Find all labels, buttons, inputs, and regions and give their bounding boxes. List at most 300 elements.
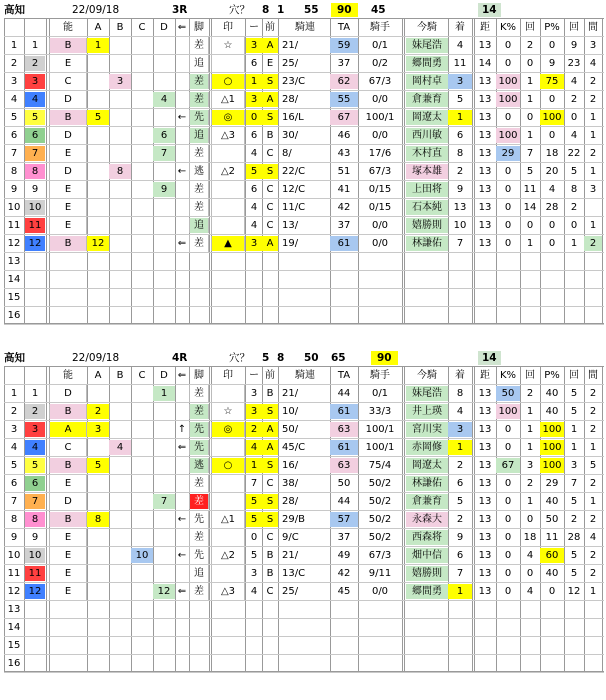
cell-d <box>153 421 175 438</box>
cell-c <box>131 127 153 144</box>
cell-imakishu: 妹尾浩 <box>406 386 448 401</box>
cell-chaku: 13 <box>453 202 467 213</box>
cell-ta: 37 <box>337 220 351 231</box>
cell-kishu: 0/0 <box>371 130 389 141</box>
cell-mae: B <box>266 130 274 141</box>
cell-z: 3 <box>246 92 262 107</box>
cell-arr: ← <box>177 550 187 561</box>
cell-shirushi <box>211 145 245 162</box>
cell-ta: 43 <box>337 148 351 159</box>
cell-kyaku: 差 <box>189 145 209 162</box>
cell-nou: B <box>49 512 87 527</box>
cell-ta: 44 <box>337 496 351 507</box>
cell-imakishu: 嬉勝則 <box>406 566 448 581</box>
cell-arr <box>175 475 189 492</box>
cell-kan: 2 <box>589 388 597 399</box>
cell-kai: 7 <box>526 148 534 159</box>
cell-a <box>87 529 109 546</box>
cell-k: 0 <box>504 442 512 453</box>
cell-kyori: 13 <box>478 130 492 141</box>
table-row[interactable] <box>4 511 604 529</box>
cell-kyaku: 追 <box>189 55 209 72</box>
cell-kiren: 16/ <box>282 460 299 471</box>
cell-kyaku: 差 <box>189 37 209 54</box>
cell-kyaku: 追 <box>189 565 209 582</box>
cell-kishu: 100/1 <box>365 424 395 435</box>
cell-d <box>153 439 175 456</box>
cell-arr: ↑ <box>177 424 187 435</box>
table-row[interactable] <box>4 385 604 403</box>
cell-mae: B <box>266 568 274 579</box>
cell-c <box>131 217 153 234</box>
column-header: P% <box>544 370 560 381</box>
cell-k: 50 <box>496 386 520 401</box>
cell-d <box>153 55 175 72</box>
table-row[interactable] <box>4 601 604 619</box>
cell-kan: 1 <box>589 442 597 453</box>
cell-kiren: 38/ <box>282 478 299 489</box>
cell-pp: 100 <box>540 440 564 455</box>
table-row[interactable] <box>4 403 604 421</box>
cell-kyaku: 差 <box>189 199 209 216</box>
cell-b <box>109 109 131 126</box>
cell-ta: 41 <box>337 184 351 195</box>
cell-shirushi: △1 <box>211 511 245 528</box>
cell-b <box>109 475 131 492</box>
cell-kyaku: 先 <box>189 547 209 564</box>
cell-kai2: 5 <box>570 166 578 177</box>
cell-mae: S <box>262 164 278 179</box>
cell-kai2: 0 <box>570 220 578 231</box>
cell-kai: 2 <box>526 388 534 399</box>
cell-kyori: 13 <box>478 166 492 177</box>
cell-kiren: 12/C <box>282 184 306 195</box>
cell-n: 1 <box>10 40 18 51</box>
cell-k: 0 <box>504 568 512 579</box>
table-row[interactable] <box>4 439 604 457</box>
cell-arr <box>175 199 189 216</box>
cell-d <box>153 511 175 528</box>
cell-kyaku: 追 <box>189 128 209 143</box>
table-row[interactable] <box>4 529 604 547</box>
cell-z: 4 <box>250 586 258 597</box>
cell-pp: 11 <box>545 532 559 543</box>
cell-kai2: 5 <box>570 568 578 579</box>
cell-mae: S <box>262 512 278 527</box>
column-header: 回 <box>525 22 535 33</box>
cell-chaku: 8 <box>456 388 464 399</box>
cell-arr: ← <box>177 166 187 177</box>
cell-mae: S <box>262 404 278 419</box>
cell-z: 4 <box>246 440 262 455</box>
score-1: 55 <box>304 4 319 16</box>
cell-kiren: 19/ <box>282 238 299 249</box>
pick-1: 5 <box>262 352 270 364</box>
cell-ta: 46 <box>337 130 351 141</box>
pick-2: 8 <box>277 352 285 364</box>
table-row[interactable] <box>4 235 604 253</box>
column-header: TA <box>337 22 351 33</box>
cell-ta: 63 <box>330 422 358 437</box>
cell-w: 2 <box>25 404 45 419</box>
cell-kan: 1 <box>589 166 597 177</box>
cell-d <box>153 235 175 252</box>
cell-z: 5 <box>250 550 258 561</box>
cell-kishu: 67/3 <box>368 166 392 177</box>
cell-kai: 3 <box>526 460 534 471</box>
table-row[interactable] <box>4 307 604 325</box>
cell-w: 8 <box>25 164 45 179</box>
cell-nou: E <box>49 199 87 216</box>
cell-k: 100 <box>496 128 520 143</box>
cell-nou: B <box>49 404 87 419</box>
column-header: A <box>94 370 102 381</box>
cell-k: 100 <box>496 92 520 107</box>
cell-d <box>153 457 175 474</box>
cell-n: 4 <box>10 94 18 105</box>
table-row[interactable] <box>4 91 604 109</box>
venue-label: 高知 <box>4 352 25 364</box>
cell-imakishu: 畑中信 <box>406 548 448 563</box>
column-header: C <box>138 22 146 33</box>
score-2: 65 <box>331 352 346 364</box>
cell-n: 10 <box>7 202 21 213</box>
cell-d <box>153 199 175 216</box>
column-header: C <box>138 370 146 381</box>
cell-pp: 40 <box>545 496 559 507</box>
cell-z: 5 <box>246 512 262 527</box>
cell-imakishu: 妹尾浩 <box>406 38 448 53</box>
cell-kan: 1 <box>589 496 597 507</box>
cell-kiren: 50/ <box>282 424 299 435</box>
cell-arr: ⇐ <box>177 586 187 597</box>
cell-kyaku: 差 <box>189 385 209 402</box>
cell-mae: C <box>266 202 274 213</box>
cell-a: 12 <box>87 236 109 251</box>
cell-n: 3 <box>10 76 18 87</box>
cell-w: 9 <box>25 182 45 197</box>
cell-n: 6 <box>10 478 18 489</box>
cell-chaku: 2 <box>456 166 464 177</box>
cell-kai: 4 <box>526 586 534 597</box>
column-header: TA <box>337 370 351 381</box>
cell-chaku: 5 <box>456 94 464 105</box>
cell-ta: 50 <box>337 478 351 489</box>
table-row[interactable] <box>4 127 604 145</box>
cell-kai: 0 <box>526 58 534 69</box>
cell-imakishu: 岡遼太 <box>406 458 448 473</box>
cell-nou: E <box>49 583 87 600</box>
cell-pp: 28 <box>545 202 559 213</box>
cell-nou: E <box>49 181 87 198</box>
score-3: 90 <box>371 351 398 365</box>
table-row[interactable] <box>4 37 604 55</box>
cell-nou: C <box>49 439 87 456</box>
cell-kan: 1 <box>589 130 597 141</box>
cell-kyori: 14 <box>478 58 492 69</box>
cell-kai: 1 <box>526 94 534 105</box>
table-row[interactable] <box>4 583 604 601</box>
cell-kishu: 75/4 <box>368 460 392 471</box>
cell-d: 7 <box>153 146 175 161</box>
cell-shirushi: △1 <box>211 91 245 108</box>
cell-kyori: 13 <box>478 184 492 195</box>
cell-kyaku: 差 <box>189 529 209 546</box>
cell-shirushi: △3 <box>211 127 245 144</box>
cell-nou: D <box>49 91 87 108</box>
cell-kyaku: 先 <box>189 440 209 455</box>
table-row[interactable] <box>4 217 604 235</box>
cell-w: 5 <box>25 458 45 473</box>
cell-pp: 75 <box>540 74 564 89</box>
cell-k: 0 <box>504 40 512 51</box>
cell-b <box>109 403 131 420</box>
cell-kishu: 17/6 <box>368 148 392 159</box>
table-row[interactable] <box>4 289 604 307</box>
cell-d: 1 <box>153 386 175 401</box>
cell-kan: 2 <box>589 406 597 417</box>
cell-ta: 37 <box>337 58 351 69</box>
cell-n: 16 <box>7 310 21 321</box>
cell-chaku: 1 <box>448 584 472 599</box>
cell-kan: 3 <box>589 184 597 195</box>
cell-chaku: 4 <box>456 40 464 51</box>
cell-imakishu: 嬉勝則 <box>406 218 448 233</box>
cell-kyaku: 差 <box>189 235 209 252</box>
cell-n: 4 <box>10 442 18 453</box>
cell-nou: A <box>49 422 87 437</box>
cell-c <box>131 403 153 420</box>
cell-c <box>131 55 153 72</box>
cell-imakishu: 林謙佑 <box>406 236 448 251</box>
pick-2: 1 <box>277 4 285 16</box>
table-row[interactable] <box>4 109 604 127</box>
cell-z: 7 <box>250 478 258 489</box>
cell-kyaku: 逃 <box>189 458 209 473</box>
table-row[interactable] <box>4 655 604 673</box>
cell-k: 0 <box>504 238 512 249</box>
cell-b <box>109 511 131 528</box>
cell-k: 0 <box>504 202 512 213</box>
cell-a: 5 <box>87 458 109 473</box>
cell-kyaku: 差 <box>189 181 209 198</box>
cell-shirushi <box>211 439 245 456</box>
cell-a <box>87 547 109 564</box>
score-1: 50 <box>304 352 319 364</box>
cell-shirushi <box>211 529 245 546</box>
cell-chaku: 2 <box>456 514 464 525</box>
cell-b <box>109 145 131 162</box>
cell-shirushi <box>211 385 245 402</box>
column-header: 印 <box>223 22 233 33</box>
cell-kyori: 13 <box>478 220 492 231</box>
cell-shirushi <box>211 181 245 198</box>
table-row[interactable] <box>4 199 604 217</box>
column-header: D <box>160 370 168 381</box>
cell-pp: 0 <box>548 238 556 249</box>
table-row[interactable] <box>4 163 604 181</box>
cell-kai: 1 <box>526 424 534 435</box>
column-header: 能 <box>63 370 73 381</box>
cell-b <box>109 493 131 510</box>
cell-k: 0 <box>504 112 512 123</box>
cell-kai2: 12 <box>567 586 581 597</box>
cell-kyaku: 差 <box>189 494 209 509</box>
cell-ta: 62 <box>330 74 358 89</box>
cell-mae: B <box>266 388 274 399</box>
cell-pp: 18 <box>545 148 559 159</box>
cell-chaku: 1 <box>448 440 472 455</box>
table-row[interactable] <box>4 253 604 271</box>
cell-b <box>109 565 131 582</box>
table-row[interactable] <box>4 145 604 163</box>
cell-kyori: 13 <box>478 424 492 435</box>
cell-kai: 1 <box>526 76 534 87</box>
column-header: 騎連 <box>295 370 315 381</box>
cell-kai: 18 <box>523 532 537 543</box>
cell-w: 6 <box>25 476 45 491</box>
cell-chaku: 6 <box>456 478 464 489</box>
cell-shirushi <box>211 475 245 492</box>
cell-kishu: 50/2 <box>368 532 392 543</box>
table-row[interactable] <box>4 619 604 637</box>
cell-a <box>87 385 109 402</box>
cell-kan: 2 <box>589 514 597 525</box>
cell-kyori: 13 <box>478 532 492 543</box>
cell-d <box>153 37 175 54</box>
cell-kiren: 21/ <box>282 550 299 561</box>
cell-chaku: 3 <box>448 74 472 89</box>
cell-b <box>109 181 131 198</box>
cell-w: 10 <box>25 200 45 215</box>
cell-w: 4 <box>25 92 45 107</box>
cell-kai2: 2 <box>570 202 578 213</box>
cell-arr: ⇐ <box>177 238 187 249</box>
table-row[interactable] <box>4 421 604 439</box>
cell-nou: C <box>49 73 87 90</box>
cell-n: 12 <box>7 238 21 249</box>
cell-kiren: 25/ <box>282 58 299 69</box>
table-row[interactable] <box>4 73 604 91</box>
cell-mae: B <box>266 550 274 561</box>
cell-w: 12 <box>25 584 45 599</box>
cell-c <box>131 457 153 474</box>
cell-mae: C <box>266 184 274 195</box>
cell-z: 0 <box>250 532 258 543</box>
cell-kyaku: 先 <box>189 422 209 437</box>
cell-w: 8 <box>25 512 45 527</box>
table-row[interactable] <box>4 637 604 655</box>
cell-n: 9 <box>10 184 18 195</box>
cell-kiren: 29/B <box>282 514 305 525</box>
cell-mae: S <box>262 458 278 473</box>
cell-c <box>131 37 153 54</box>
table-row[interactable] <box>4 493 604 511</box>
table-row[interactable] <box>4 457 604 475</box>
cell-kan: 1 <box>589 586 597 597</box>
cell-k: 0 <box>504 184 512 195</box>
cell-nou: B <box>49 236 87 251</box>
column-header: 回 <box>525 370 535 381</box>
cell-kiren: 16/L <box>282 112 304 123</box>
cell-kai: 2 <box>526 40 534 51</box>
column-header: 距 <box>480 370 490 381</box>
cell-n: 2 <box>10 406 18 417</box>
table-row[interactable] <box>4 565 604 583</box>
table-row[interactable] <box>4 475 604 493</box>
cell-imakishu: 永森大 <box>406 512 448 527</box>
race-number: 4R <box>172 352 188 364</box>
cell-b <box>109 235 131 252</box>
cell-chaku: 6 <box>456 130 464 141</box>
cell-ta: 55 <box>330 92 358 107</box>
cell-n: 1 <box>10 388 18 399</box>
cell-arr <box>175 385 189 402</box>
cell-z: 3 <box>246 236 262 251</box>
table-row[interactable] <box>4 271 604 289</box>
column-header: 騎連 <box>295 22 315 33</box>
cell-z: 4 <box>250 220 258 231</box>
cell-w: 11 <box>25 218 45 233</box>
cell-arr <box>175 403 189 420</box>
cell-kyori: 13 <box>478 112 492 123</box>
cell-pp: 40 <box>545 388 559 399</box>
cell-a: 5 <box>87 110 109 125</box>
cell-kan: 2 <box>589 424 597 435</box>
cell-z: 0 <box>246 110 262 125</box>
cell-d <box>153 529 175 546</box>
cell-kyaku: 逃 <box>189 163 209 180</box>
cell-w: 2 <box>25 56 45 71</box>
cell-kishu: 50/2 <box>368 478 392 489</box>
cell-d <box>153 217 175 234</box>
cell-d <box>153 109 175 126</box>
cell-shirushi <box>211 493 245 510</box>
column-header: B <box>116 22 124 33</box>
table-row[interactable] <box>4 55 604 73</box>
cell-kishu: 50/2 <box>368 496 392 507</box>
cell-kai2: 0 <box>570 112 578 123</box>
cell-k: 0 <box>504 220 512 231</box>
column-header: K% <box>499 370 517 381</box>
cell-b <box>109 529 131 546</box>
cell-b: 3 <box>109 74 131 89</box>
cell-kyaku: 追 <box>189 218 209 233</box>
table-row[interactable] <box>4 547 604 565</box>
cell-chaku: 7 <box>456 238 464 249</box>
table-row[interactable] <box>4 181 604 199</box>
cell-k: 29 <box>496 146 520 161</box>
cell-arr <box>175 127 189 144</box>
cell-n: 12 <box>7 586 21 597</box>
cell-w: 7 <box>25 146 45 161</box>
cell-pp: 40 <box>545 568 559 579</box>
cell-kai: 0 <box>526 514 534 525</box>
cell-kiren: 25/ <box>282 586 299 597</box>
cell-kyori: 13 <box>478 40 492 51</box>
cell-a <box>87 73 109 90</box>
cell-ta: 61 <box>330 440 358 455</box>
cell-c <box>131 511 153 528</box>
cell-d <box>153 403 175 420</box>
cell-chaku: 1 <box>448 110 472 125</box>
cell-z: 5 <box>246 164 262 179</box>
cell-imakishu: 倉兼育 <box>406 92 448 107</box>
cell-n: 14 <box>7 622 21 633</box>
race-grid <box>4 366 604 672</box>
column-header: 印 <box>223 370 233 381</box>
cell-c: 10 <box>131 548 153 563</box>
